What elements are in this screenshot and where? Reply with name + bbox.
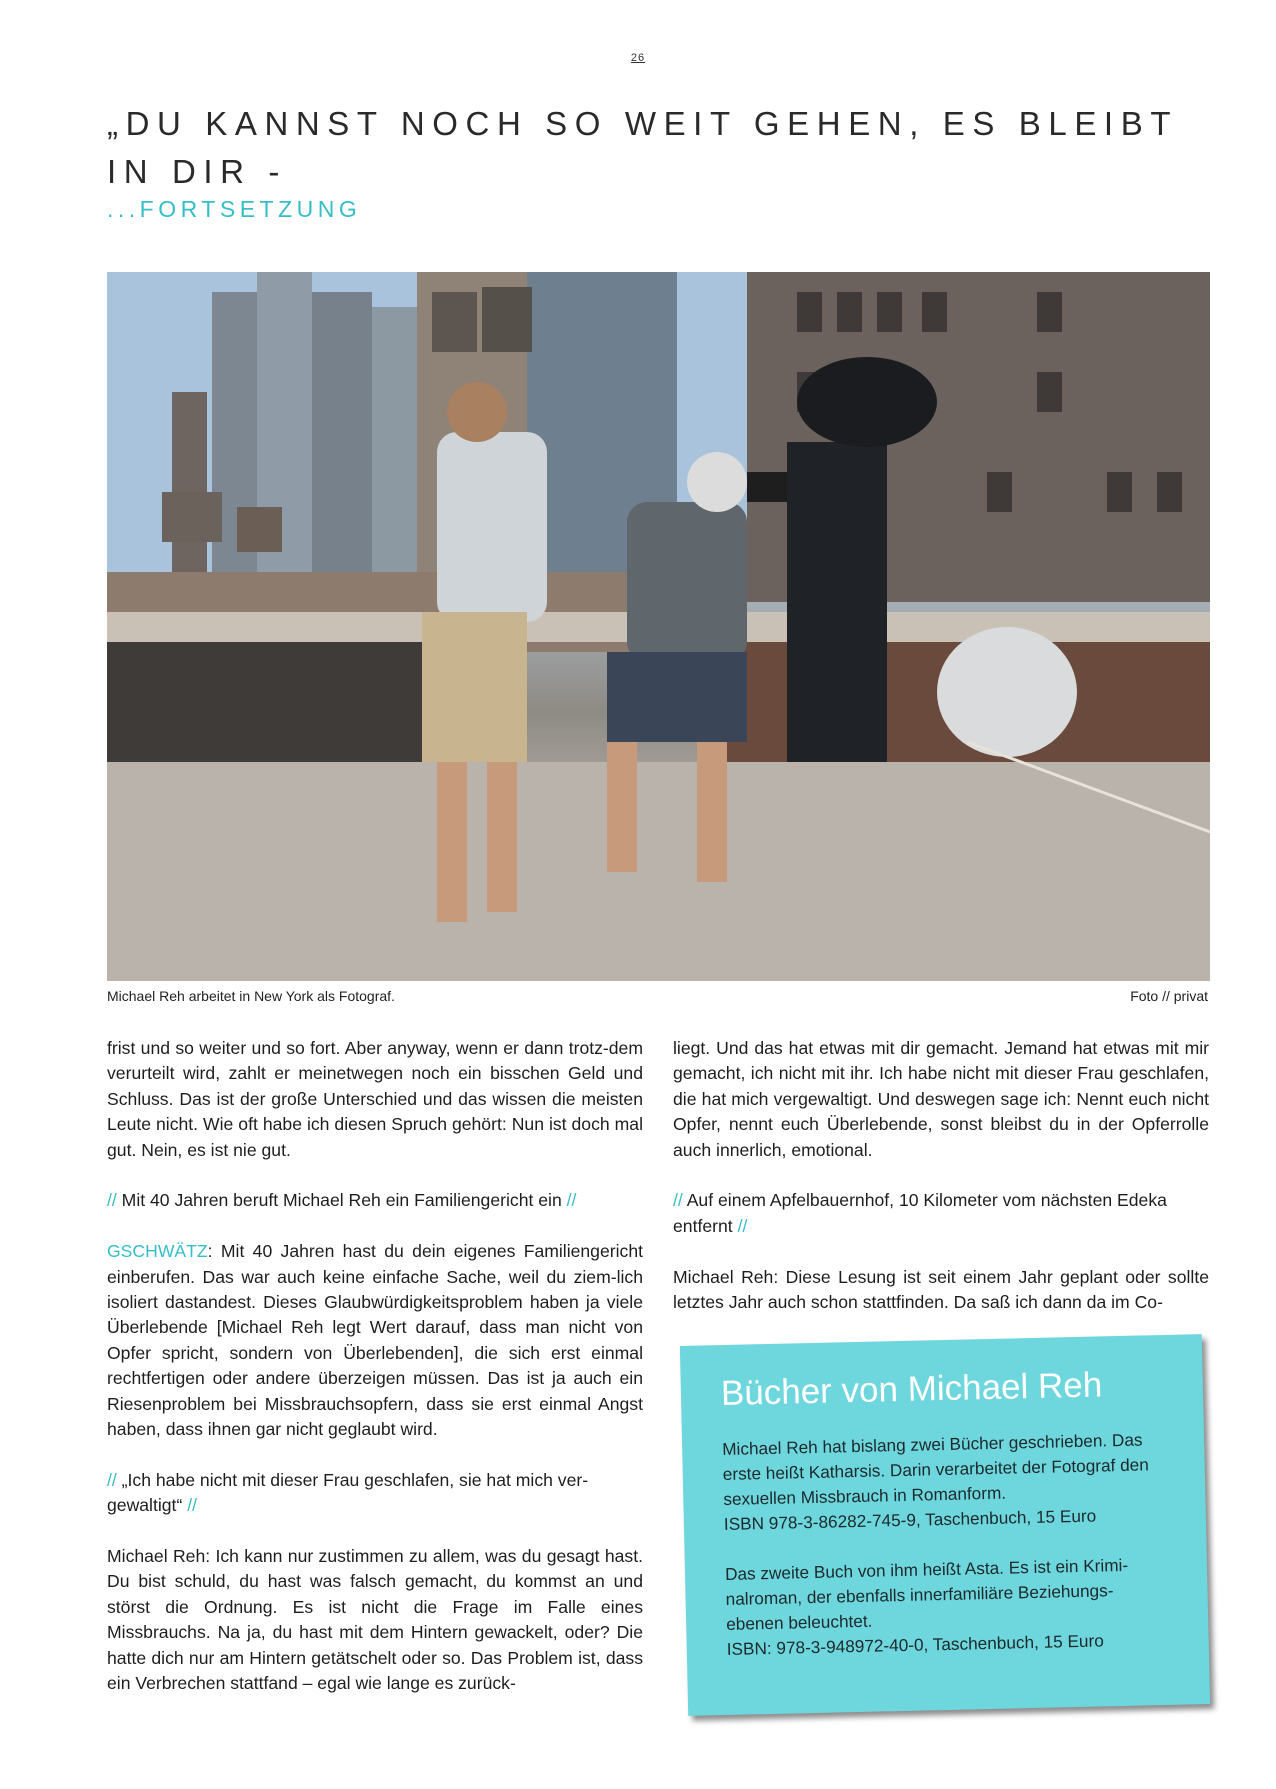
subhead-end-marker: // [737, 1215, 748, 1236]
article-photo [107, 272, 1210, 981]
paragraph: frist und so weiter und so fort. Aber anyway, wenn er dann trotz-dem verurteilt wird, zahlt er meinetwegen noch ein bisschen Geld und Schluss. Das ist der große Unterschied und das wissen die meisten Leute nicht. Wie oft habe ich diesen Spruch gehört: Nun ist doch mal gut. Nein, es ist nie gut. [107, 1038, 643, 1160]
book-entry-katharsis [722, 1427, 1169, 1537]
book-entry-asta [725, 1552, 1172, 1662]
section-subhead [673, 1188, 1209, 1239]
section-subhead [107, 1468, 643, 1519]
paragraph: Michael Reh: Diese Lesung ist seit einem Jahr geplant oder sollte letztes Jahr auch schon stattfinden. Da saß ich dann da im Co- [673, 1266, 1209, 1313]
books-info-box [680, 1334, 1210, 1716]
book-isbn: ISBN: 978-3-948972-40-0, Taschenbuch, 15 Euro [726, 1630, 1104, 1659]
article-column-right [673, 1036, 1209, 1341]
books-info-box-content [720, 1363, 1172, 1687]
subhead-text: Auf einem Apfelbauernhof, 10 Kilometer vom nächsten Edeka entfernt [673, 1190, 1167, 1236]
photo-caption: Michael Reh arbeitet in New York als Fotograf. [107, 988, 395, 1004]
rooftop-photo-illustration [107, 272, 1210, 981]
books-box-title: Bücher von Michael Reh [720, 1365, 1103, 1414]
subhead-marker: // [107, 1190, 117, 1211]
photo-credit: Foto // privat [1130, 988, 1208, 1004]
subhead-text: „Ich habe nicht mit dieser Frau geschlafen, sie hat mich ver-gewaltigt“ [107, 1469, 589, 1516]
paragraph: liegt. Und das hat etwas mit dir gemacht. Jemand hat etwas mit mir gemacht, ich nicht mit ihr. Ich habe nicht mit dieser Frau geschlafen, die hat mich vergewaltigt. Und deswegen sage ich: Nennt euch nicht Opfer, nennt euch Überlebende, sonst bleibst du in der Opferrolle auch innerlich, emotional. [673, 1038, 1209, 1160]
page-number: 26 [630, 52, 646, 64]
interview-question [107, 1239, 643, 1442]
speaker-label: GSCHWÄTZ [107, 1241, 208, 1262]
paragraph: Michael Reh: Ich kann nur zustimmen zu allem, was du gesagt hast. Du bist schuld, du hast was falsch gemacht, du kommst an und störst die Ordnung. Es ist nicht die Frage im Falle eines Missbrauchs. Na ja, du hast mit dem Hintern gewackelt, oder? Die hatte dich nur am Hintern getätschelt oder so. Das Problem ist, dass ein Verbrechen stattfand – egal wie lange es zurück- [107, 1546, 643, 1694]
article-title: „DU KANNST NOCH SO WEIT GEHEN, ES BLEIBT IN DIR - [107, 105, 1178, 190]
book-isbn: ISBN 978-3-86282-745-9, Taschenbuch, 15 Euro [723, 1505, 1097, 1535]
subhead-marker: // [107, 1469, 117, 1490]
book-description: Michael Reh hat bislang zwei Bücher geschrieben. Das erste heißt Katharsis. Darin verarbeitet der Fotograf den sexuellen Missbrauch in Romanform. [721, 1429, 1149, 1510]
article-column-left [107, 1036, 643, 1722]
subhead-text: Mit 40 Jahren beruft Michael Reh ein Familiengericht ein [116, 1190, 567, 1211]
book-description: Das zweite Buch von ihm heißt Asta. Es ist ein Krimi-nalroman, der ebenfalls innerfamiliäre Beziehungs-ebenen beleuchtet. [724, 1554, 1129, 1634]
subhead-end-marker: // [187, 1495, 197, 1516]
subhead-marker: // [673, 1190, 683, 1211]
section-subhead [107, 1188, 643, 1213]
article-subtitle: ...FORTSETZUNG [107, 196, 362, 222]
subhead-end-marker: // [566, 1190, 577, 1211]
question-text: : Mit 40 Jahren hast du dein eigenes Familiengericht einberufen. Das war auch keine einfache Sache, weil du ziem-lich isoliert dastandest. Dieses Glaubwürdigkeitsproblem haben ja viele Überlebende [Michael Reh legt Wert darauf, dass man nicht von Opfer spricht, sondern von Überlebenden], die sich erst einmal rechtfertigen oder andere überzeigen müssen. Das ist ja auch ein Riesenproblem bei Missbrauchsopfern, dass sie erst einmal Angst haben, dass ihnen gar nicht geglaubt wird. [107, 1241, 643, 1440]
